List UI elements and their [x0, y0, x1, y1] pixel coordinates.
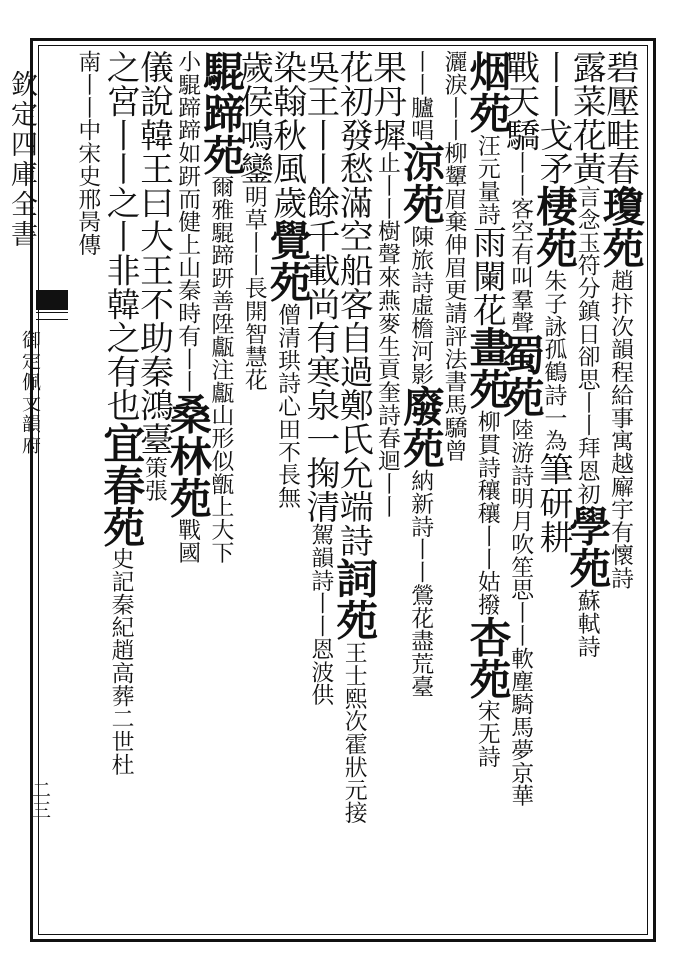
main-text: 儀說韓王曰大王不助秦鴻臺 — [134, 50, 174, 456]
annotation: 納新詩丨丨鶯花盡荒臺 — [407, 468, 434, 698]
annotation: 駕韻詩丨丨恩波供 — [307, 523, 334, 707]
annotation: 丨軟塵騎馬夢京華 — [507, 623, 534, 807]
annotation: 僧清珙詩心田不長無 — [274, 302, 301, 509]
annotation: 宋无詩 — [473, 699, 500, 768]
annotation: 馬驕曾 — [440, 392, 467, 462]
headword: 詞苑 — [329, 557, 379, 641]
page-number: 二三 — [29, 780, 51, 820]
fishtail-bar — [36, 290, 68, 310]
annotation: 陳旅詩虛檐河影 — [407, 224, 434, 386]
annotation: 燕麥生貢奎詩春迴丨丨 — [373, 288, 400, 518]
headword: 覺苑 — [262, 219, 312, 303]
annotation: 戰國 — [174, 518, 201, 564]
annotation: 蘇軾詩 — [573, 588, 600, 658]
headword: 烟苑 — [462, 50, 512, 134]
annotation: 朱子詠孤鶴詩一為 — [540, 268, 567, 452]
text-column-17 — [67, 50, 107, 930]
sub-title: 御定佩文韻府 — [19, 330, 41, 456]
main-text: 筆研耕 — [533, 451, 573, 554]
headword: 棲苑 — [529, 185, 579, 269]
annotation: 明草丨丨長開智慧花 — [240, 185, 267, 391]
annotation: 史記秦紀趙高葬二世杜 — [107, 547, 134, 776]
main-text: 染翰秋風歲 — [267, 50, 307, 219]
annotation: 策張 — [140, 455, 167, 502]
annotation: 爾雅騉蹄趼善陞甗注甗山形似甑上大下 — [207, 175, 234, 564]
book-title: 欽定四庫全書 — [6, 70, 37, 250]
main-text: 戰天驕 — [500, 50, 540, 152]
headword: 杏苑 — [462, 615, 512, 700]
main-text: 碧壓畦春 — [600, 50, 640, 186]
main-text: 露菜花黃 — [567, 50, 607, 186]
annotation: 趙抃次韻程給事寓越廨宇有懷詩 — [607, 268, 633, 589]
annotation: 王士熙次霍狀元接 — [340, 640, 367, 824]
main-text: 歲侯鳴鑾 — [234, 50, 274, 186]
annotation: 小騉蹄蹄如趼而健上山秦時有丨丨 — [174, 50, 201, 393]
headword: 涼苑 — [395, 141, 445, 225]
main-text: 果丹墀 — [367, 50, 407, 152]
headword: 騉蹄苑 — [196, 50, 246, 176]
headword: 瓊苑 — [595, 185, 645, 269]
annotation: 言念玉符分鎮日卻思丨丨拜恩初 — [573, 185, 600, 506]
headword: 桑林苑 — [162, 392, 212, 519]
headword: 畫苑 — [462, 326, 512, 410]
annotation: 南丨丨中宋史邢昺傳 — [74, 50, 101, 256]
main-text: 之宮丨丨之丨非韓之有也 — [101, 50, 141, 422]
main-text: 吳王丨丨餘千載尚有寒泉一掬清 — [300, 50, 340, 524]
main-text: 花初發愁滿空船客自過鄭氏允端詩 — [334, 50, 374, 557]
main-text: 雨闌花 — [467, 224, 507, 327]
annotation: 丨丨臚唱 — [407, 50, 434, 142]
headword: 宜春苑 — [96, 421, 146, 548]
annotation: 棄伸眉更請評法書 — [440, 210, 467, 393]
annotation: 丨丨客空有叫羣聲 — [507, 151, 534, 335]
fishtail-rule — [36, 312, 68, 320]
headword: 學苑 — [562, 505, 612, 589]
annotation: 柳貫詩穰穰丨丨姑撥 — [473, 409, 500, 616]
annotation: 陸游詩明月吹笙思丨 — [507, 417, 534, 624]
annotation: 汪元量詩 — [473, 133, 500, 225]
headword: 蜀苑 — [495, 334, 545, 418]
annotation: 灑淚丨丨柳顰眉 — [440, 50, 467, 211]
annotation: 止丨丨樹聲來 — [373, 151, 400, 289]
headword: 廢苑 — [395, 385, 445, 469]
main-text: 丨丨戈矛 — [533, 50, 573, 186]
